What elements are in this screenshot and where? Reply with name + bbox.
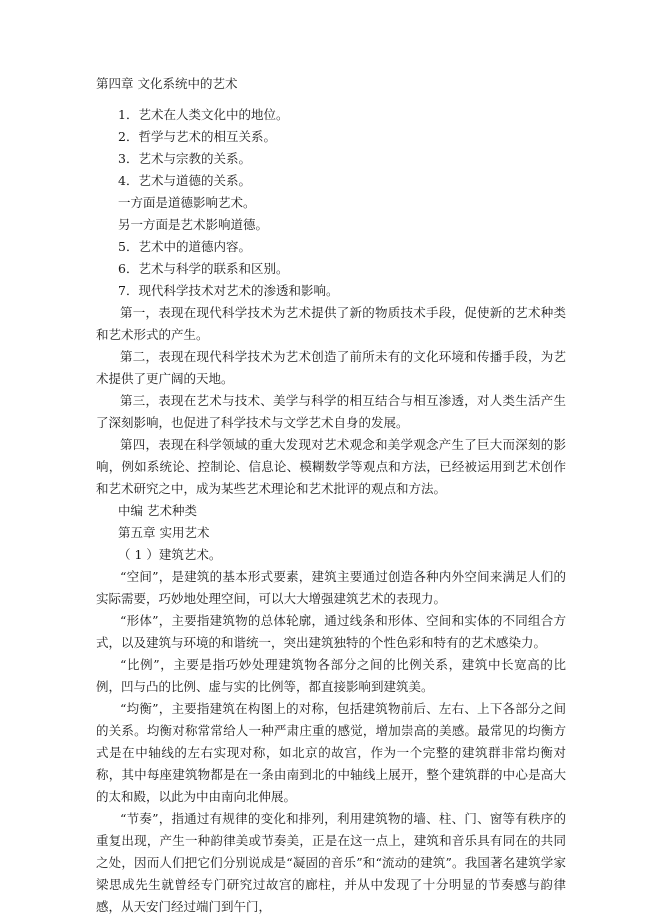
list-item: 4．艺术与道德的关系。 [118,173,251,188]
list-item: 2．哲学与艺术的相互关系。 [118,129,276,144]
part-title: 中编 艺术种类 [118,503,197,518]
paragraph: “形体”，主要指建筑物的总体轮廓，通过线条和形体、空间和实体的不同组合方式，以及建筑与环境的和谐统一，突出建筑独特的个性色彩和特有的艺术感染力。 [96,613,566,650]
paragraph: “节奏”，指通过有规律的变化和排列，利用建筑物的墙、柱、门、窗等有秩序的重复出现，产生一种韵律美或节奏美，正是在这一点上，建筑和音乐具有同在的共同之处，因而人们把它们分别说成是“凝固的音乐”和“流动的建筑”。我国著名建筑学家梁思成先生就曾经专门研究过故宫的廊柱，并从中发现了十分明显的节奏感与韵律感，从天安门经过端门到午门， [96,811,566,914]
section-heading: （ 1 ）建筑艺术。 [118,547,222,562]
list-item: 6．艺术与科学的联系和区别。 [118,261,289,276]
list-item: 另一方面是艺术影响道德。 [118,217,269,232]
paragraph: “空间”，是建筑的基本形式要素，建筑主要通过创造各种内外空间来满足人们的实际需要，巧妙地处理空间，可以大大增强建筑艺术的表现力。 [96,569,566,606]
list-item: 3．艺术与宗教的关系。 [118,151,251,166]
chapter-4-title: 第四章 文化系统中的艺术 [96,76,238,91]
paragraph: 第二，表现在现代科学技术为艺术创造了前所未有的文化环境和传播手段，为艺术提供了更广阔的天地。 [96,349,566,386]
chapter-5-title: 第五章 实用艺术 [118,525,210,540]
paragraph: 第四，表现在科学领域的重大发现对艺术观念和美学观念产生了巨大而深刻的影响，例如系统论、控制论、信息论、模糊数学等观点和方法，已经被运用到艺术创作和艺术研究之中，成为某些艺术理论和艺术批评的观点和方法。 [96,437,566,496]
paragraph: 第三，表现在艺术与技术、美学与科学的相互结合与相互渗透，对人类生活产生了深刻影响，也促进了科学技术与文学艺术自身的发展。 [96,393,566,430]
list-item: 一方面是道德影响艺术。 [118,195,256,210]
list-item: 5．艺术中的道德内容。 [118,239,251,254]
document-page [96,73,566,918]
list-item: 1．艺术在人类文化中的地位。 [118,107,289,122]
paragraph: “比例”，主要是指巧妙处理建筑物各部分之间的比例关系，建筑中长宽高的比例，凹与凸的比例、虚与实的比例等，都直接影响到建筑美。 [96,657,566,694]
paragraph: 第一，表现在现代科学技术为艺术提供了新的物质技术手段，促使新的艺术种类和艺术形式的产生。 [96,305,566,342]
paragraph: “均衡”，主要指建筑在构图上的对称，包括建筑物前后、左右、上下各部分之间的关系。均衡对称常常给人一种严肃庄重的感觉，增加崇高的美感。最常见的均衡方式是在中轴线的左右实现对称，如北京的故宫，作为一个完整的建筑群非常均衡对称，其中每座建筑物都是在一条由南到北的中轴线上展开，整个建筑群的中心是高大的太和殿，以此为中由南向北伸展。 [96,701,566,804]
list-item: 7．现代科学技术对艺术的渗透和影响。 [118,283,339,298]
